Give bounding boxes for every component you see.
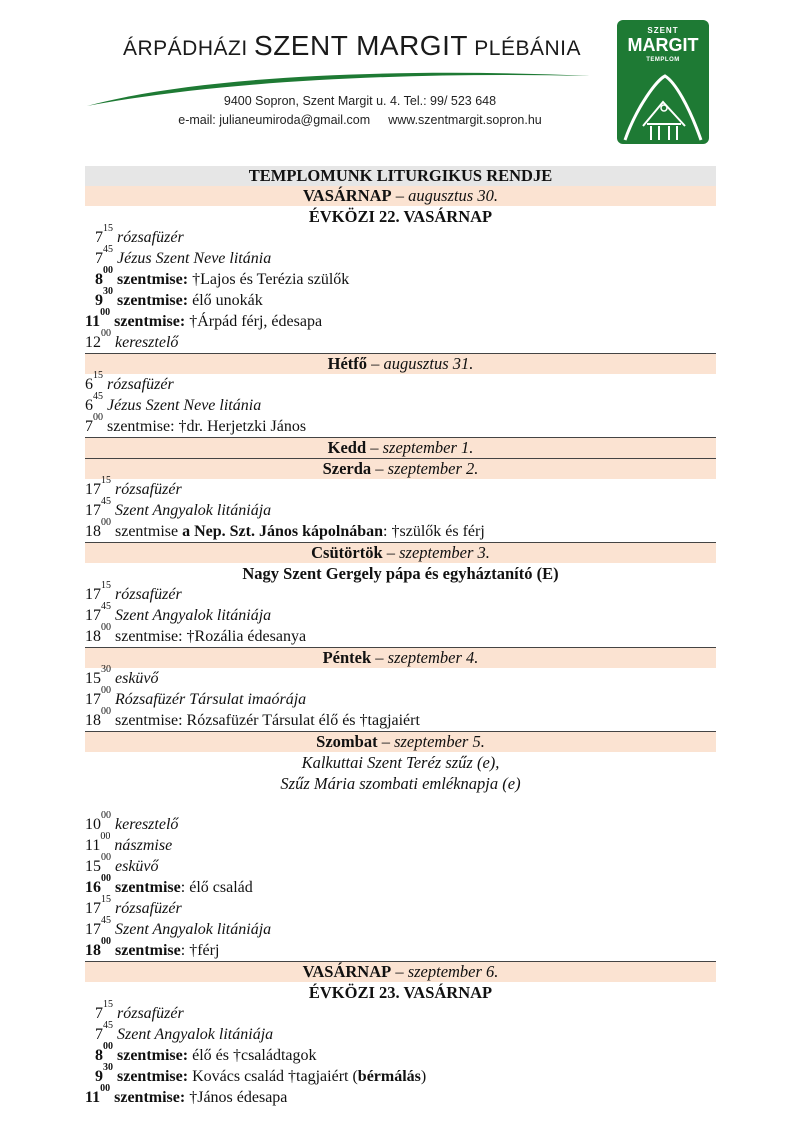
- item-label: rózsafüzér: [107, 376, 174, 393]
- item-minutes: 15: [101, 894, 111, 905]
- item-intention: élő unokák: [188, 292, 263, 309]
- item-minutes: 45: [103, 244, 113, 255]
- schedule-item: [85, 1062, 716, 1087]
- item-time: $18^{00}$: [85, 517, 111, 540]
- item-label: keresztelő: [115, 334, 179, 351]
- schedule-item: [85, 244, 716, 269]
- item-minutes: 15: [101, 475, 111, 486]
- item-minutes: 00: [101, 622, 111, 633]
- day-header: Hétfő – augusztus 31.: [85, 353, 716, 374]
- schedule-item: [85, 391, 716, 416]
- schedule-item: [85, 412, 716, 437]
- item-minutes: 00: [103, 265, 113, 276]
- item-label: Szent Angyalok litániája: [117, 1026, 274, 1043]
- schedule-item: [85, 622, 716, 647]
- item-minutes: 30: [103, 286, 113, 297]
- day-date: szeptember 2.: [387, 459, 479, 478]
- item-intention: élő és †családtagok: [188, 1047, 317, 1064]
- schedule-item: [85, 475, 716, 500]
- schedule-item: [85, 517, 716, 542]
- schedule-item: [85, 265, 716, 290]
- schedule-item: [85, 286, 716, 311]
- item-label: Jézus Szent Neve litánia: [107, 397, 262, 414]
- item-label: nászmise: [114, 837, 173, 854]
- schedule-item: [85, 1020, 716, 1045]
- church-logo: [617, 20, 709, 144]
- item-time: $9^{30}$: [95, 1062, 113, 1085]
- item-intention: †Árpád férj, édesapa: [185, 313, 323, 330]
- item-time: $11^{00}$: [85, 307, 111, 330]
- item-time: $11^{00}$: [85, 831, 111, 854]
- item-minutes: 00: [103, 1041, 113, 1052]
- item-label: szentmise:: [114, 1089, 186, 1106]
- day-header: Csütörtök – szeptember 3.: [85, 542, 716, 563]
- logo-line3: TEMPLOM: [646, 57, 680, 63]
- day-name: VASÁRNAP: [302, 962, 392, 981]
- item-time: $7^{15}$: [95, 999, 113, 1022]
- item-time: $16^{00}$: [85, 873, 111, 896]
- item-label: rózsafüzér: [115, 481, 182, 498]
- feast-note: ÉVKÖZI 23. VASÁRNAP: [308, 983, 493, 1002]
- day-header: Szombat – szeptember 5.: [85, 731, 716, 752]
- schedule-item: [85, 936, 716, 961]
- item-label: szentmise:: [107, 418, 175, 435]
- item-minutes: 45: [101, 915, 111, 926]
- item-location: a Nep. Szt. János kápolnában: [178, 523, 384, 540]
- item-label: keresztelő: [115, 816, 179, 833]
- item-intention: Kovács család †tagjaiért (: [188, 1068, 358, 1085]
- church-building-icon: [617, 66, 709, 144]
- item-tail: ): [420, 1068, 427, 1085]
- day-name: Szombat: [316, 732, 378, 751]
- item-label: szentmise:: [117, 1068, 189, 1085]
- liturgy-schedule: [85, 166, 716, 1108]
- item-minutes: 00: [100, 307, 111, 318]
- item-note: bérmálás: [357, 1068, 421, 1085]
- parish-contact: [120, 113, 600, 127]
- item-time: $10^{00}$: [85, 810, 111, 833]
- schedule-item: [85, 831, 716, 856]
- day-header: Péntek – szeptember 4.: [85, 647, 716, 668]
- item-minutes: 30: [101, 664, 111, 675]
- schedule-item: [85, 894, 716, 919]
- item-minutes: 45: [103, 1020, 113, 1031]
- item-time: $8^{00}$: [95, 265, 113, 288]
- website-link[interactable]: www.szentmargit.sopron.hu: [388, 113, 542, 127]
- item-minutes: 45: [101, 496, 111, 507]
- item-minutes: 00: [101, 706, 111, 717]
- item-intention: : élő család: [180, 879, 253, 896]
- schedule-item: [85, 370, 716, 395]
- schedule-item: [85, 999, 716, 1024]
- item-time: $18^{00}$: [85, 936, 111, 959]
- item-time: $12^{00}$: [85, 328, 111, 351]
- day-name: VASÁRNAP: [303, 186, 392, 205]
- day-header: VASÁRNAP – augusztus 30.: [85, 186, 716, 206]
- item-minutes: 00: [93, 412, 103, 423]
- item-intention: †Lajos és Terézia szülők: [188, 271, 350, 288]
- item-time: $17^{45}$: [85, 496, 111, 519]
- feast-note: Kalkuttai Szent Teréz szűz (e),: [301, 753, 500, 772]
- item-minutes: 00: [101, 517, 111, 528]
- item-intention: : †férj: [180, 942, 220, 959]
- day-header: Kedd – szeptember 1.: [85, 437, 716, 458]
- day-header: Szerda – szeptember 2.: [85, 458, 716, 479]
- item-label: Szent Angyalok litániája: [115, 502, 272, 519]
- item-minutes: 00: [101, 936, 111, 947]
- item-minutes: 45: [101, 601, 111, 612]
- item-time: $15^{30}$: [85, 664, 111, 687]
- item-label: Jézus Szent Neve litánia: [117, 250, 272, 267]
- schedule-item: [85, 307, 716, 332]
- item-time: $6^{15}$: [85, 370, 103, 393]
- logo-line1: SZENT: [647, 26, 679, 35]
- item-time: $8^{00}$: [95, 1041, 113, 1064]
- item-minutes: 00: [100, 831, 111, 842]
- schedule-item: [85, 706, 716, 731]
- item-intention: : †szülők és férj: [383, 523, 485, 540]
- schedule-title: TEMPLOMUNK LITURGIKUS RENDJE: [85, 166, 716, 186]
- schedule-item: [85, 873, 716, 898]
- email-text: e-mail: julianeumiroda@gmail.com: [178, 113, 371, 127]
- item-time: $7^{15}$: [95, 223, 113, 246]
- feast-note: ÉVKÖZI 22. VASÁRNAP: [308, 207, 493, 226]
- schedule-item: [85, 1041, 716, 1066]
- item-minutes: 00: [101, 852, 111, 863]
- day-date: augusztus 31.: [383, 354, 474, 373]
- feast-note: Szűz Mária szombati emléknapja (e): [280, 774, 521, 793]
- item-label: szentmise:: [115, 628, 183, 645]
- item-label: szentmise: [115, 523, 179, 540]
- day-date: szeptember 3.: [399, 543, 490, 562]
- item-minutes: 15: [103, 999, 113, 1010]
- item-label: Szent Angyalok litániája: [115, 921, 272, 938]
- day-date: szeptember 1.: [382, 438, 474, 457]
- item-label: szentmise:: [117, 292, 189, 309]
- item-time: $17^{15}$: [85, 580, 111, 603]
- day-date: szeptember 4.: [387, 648, 479, 667]
- day-date: szeptember 5.: [394, 732, 485, 751]
- item-intention: Rózsafüzér Társulat élő és †tagjaiért: [182, 712, 420, 729]
- schedule-item: [85, 664, 716, 689]
- item-time: $9^{30}$: [95, 286, 113, 309]
- item-time: $17^{15}$: [85, 475, 111, 498]
- item-time: $17^{45}$: [85, 601, 111, 624]
- item-time: $17^{00}$: [85, 685, 111, 708]
- item-time: $11^{00}$: [85, 1083, 111, 1106]
- item-label: rózsafüzér: [115, 586, 182, 603]
- day-name: Kedd: [327, 438, 367, 457]
- item-label: szentmise: [115, 942, 181, 959]
- day-header: VASÁRNAP – szeptember 6.: [85, 961, 716, 982]
- schedule-item: [85, 852, 716, 877]
- item-minutes: 45: [93, 391, 103, 402]
- item-time: $17^{45}$: [85, 915, 111, 938]
- parish-address: 9400 Sopron, Szent Margit u. 4. Tel.: 99/ 523 648: [223, 94, 497, 108]
- feast-note: Nagy Szent Gergely pápa és egyháztanító (E): [242, 564, 559, 583]
- schedule-item: [85, 496, 716, 521]
- item-label: esküvő: [115, 858, 159, 875]
- item-minutes: 00: [101, 810, 111, 821]
- day-name: Csütörtök: [311, 543, 383, 562]
- schedule-item: [85, 1083, 716, 1108]
- item-label: rózsafüzér: [115, 900, 182, 917]
- schedule-item: [85, 915, 716, 940]
- item-label: szentmise: [115, 879, 181, 896]
- schedule-item: [85, 685, 716, 710]
- item-label: szentmise:: [115, 712, 183, 729]
- item-time: $7^{45}$: [95, 244, 113, 267]
- item-label: esküvő: [115, 670, 159, 687]
- schedule-item: [85, 328, 716, 353]
- item-minutes: 15: [101, 580, 111, 591]
- item-label: szentmise:: [117, 271, 189, 288]
- item-time: $18^{00}$: [85, 622, 111, 645]
- logo-line2: MARGIT: [627, 35, 699, 55]
- item-time: $7^{00}$: [85, 412, 103, 435]
- item-time: $7^{45}$: [95, 1020, 113, 1043]
- item-minutes: 00: [101, 685, 111, 696]
- schedule-item: [85, 810, 716, 835]
- item-intention: †János édesapa: [185, 1089, 288, 1106]
- day-name: Szerda: [322, 459, 372, 478]
- item-intention: †dr. Herjetzki János: [174, 418, 307, 435]
- item-time: $6^{45}$: [85, 391, 103, 414]
- parish-name: ÁRPÁDHÁZI SZENT MARGIT PLÉBÁNIA: [122, 30, 582, 61]
- item-minutes: 30: [103, 1062, 113, 1073]
- item-label: rózsafüzér: [117, 229, 184, 246]
- item-time: $15^{00}$: [85, 852, 111, 875]
- day-name: Péntek: [322, 648, 372, 667]
- item-label: rózsafüzér: [117, 1005, 184, 1022]
- item-time: $18^{00}$: [85, 706, 111, 729]
- spacer: [85, 794, 716, 814]
- item-minutes: 00: [101, 873, 111, 884]
- item-label: szentmise:: [114, 313, 186, 330]
- item-minutes: 15: [93, 370, 103, 381]
- item-minutes: 00: [101, 328, 111, 339]
- day-date: augusztus 30.: [408, 186, 498, 205]
- schedule-item: [85, 223, 716, 248]
- item-minutes: 00: [100, 1083, 111, 1094]
- schedule-item: [85, 601, 716, 626]
- schedule-item: [85, 580, 716, 605]
- day-date: szeptember 6.: [407, 962, 499, 981]
- item-label: Rózsafüzér Társulat imaórája: [115, 691, 307, 708]
- item-label: Szent Angyalok litániája: [115, 607, 272, 624]
- item-minutes: 15: [103, 223, 113, 234]
- day-name: Hétfő: [327, 354, 368, 373]
- item-label: szentmise:: [117, 1047, 189, 1064]
- item-time: $17^{15}$: [85, 894, 111, 917]
- item-intention: †Rozália édesanya: [182, 628, 307, 645]
